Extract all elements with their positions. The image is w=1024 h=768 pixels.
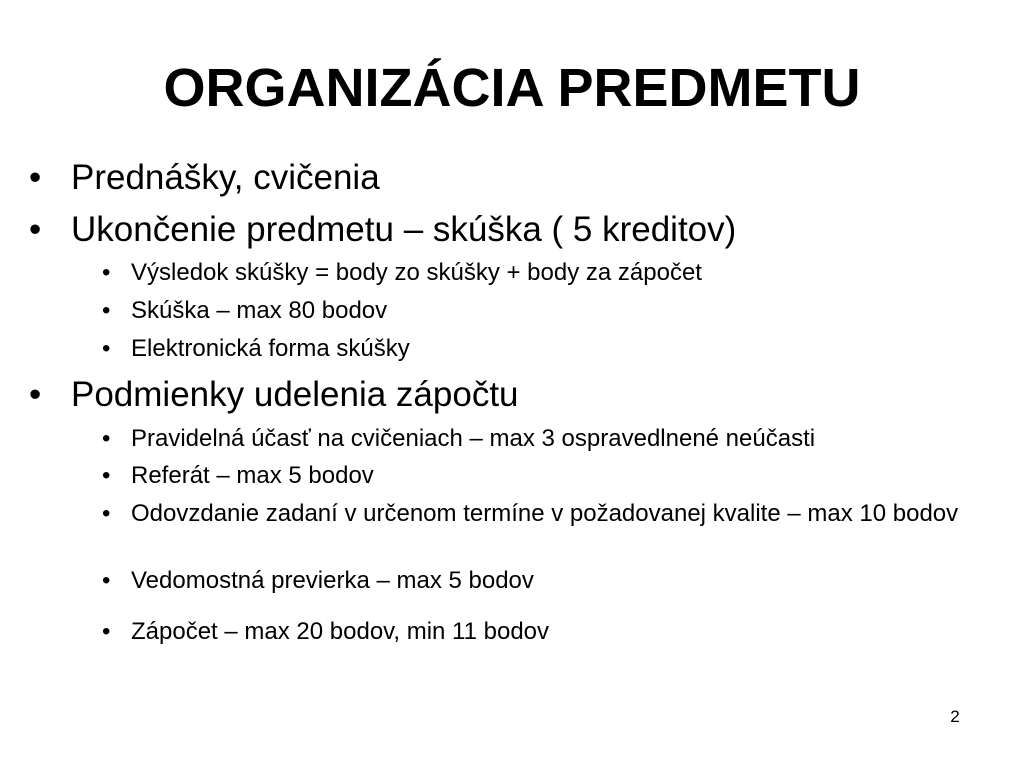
bullet-icon: • <box>102 567 111 594</box>
bullet-icon: • <box>102 500 111 527</box>
page-number: 2 <box>950 707 960 726</box>
bullet-icon: • <box>29 375 42 414</box>
bullet-icon: • <box>29 210 42 249</box>
bullet-text: Odovzdanie zadaní v určenom termíne v požadovanej kvalite – max 10 bodov <box>131 500 959 527</box>
bullet-text: Podmienky udelenia zápočtu <box>71 375 519 414</box>
bullet-text: Zápočet – max 20 bodov, min 11 bodov <box>131 618 550 645</box>
bullet-icon: • <box>102 297 111 324</box>
bullet-text: Vedomostná previerka – max 5 bodov <box>131 567 534 594</box>
bullet-text: Skúška – max 80 bodov <box>131 297 388 324</box>
bullet-icon: • <box>102 618 111 645</box>
bullet-text: Elektronická forma skúšky <box>131 335 410 362</box>
bullet-icon: • <box>102 462 111 489</box>
bullet-icon: • <box>102 425 111 452</box>
bullet-text: Prednášky, cvičenia <box>71 158 380 197</box>
slide-title: ORGANIZÁCIA PREDMETU <box>163 58 861 118</box>
bullet-icon: • <box>102 259 111 286</box>
bullet-text: Ukončenie predmetu – skúška ( 5 kreditov) <box>71 210 737 249</box>
bullet-text: Referát – max 5 bodov <box>131 462 374 489</box>
bullet-icon: • <box>29 158 42 197</box>
bullet-icon: • <box>102 335 111 362</box>
bullet-text: Pravidelná účasť na cvičeniach – max 3 ospravedlnené neúčasti <box>131 425 816 452</box>
bullet-text: Výsledok skúšky = body zo skúšky + body za zápočet <box>131 259 702 286</box>
